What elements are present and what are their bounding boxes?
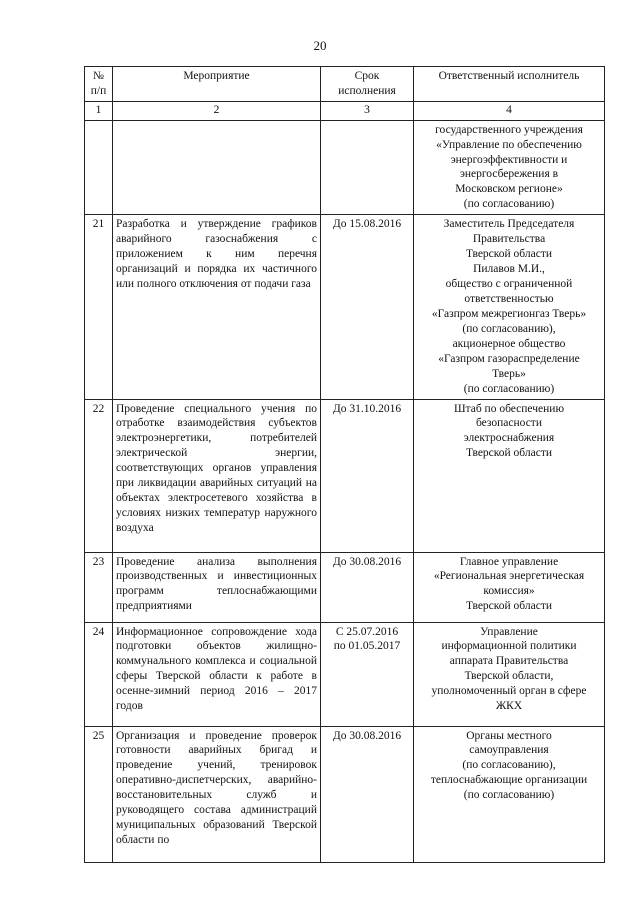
table-row: [85, 552, 605, 622]
measures-table: [84, 66, 605, 863]
row-number: 23: [85, 552, 113, 622]
row-event: Проведение специального учения по отработке взаимодействия субъектов электроэнергетики, потребителей электрической энергии, соответствующих органов управления при ликвидации аварийных ситуаций на объектах электросетевого хозяйства в условиях низких температур наружного воздуха: [113, 399, 321, 552]
row-event: Проведение анализа выполнения производственных и инвестиционных программ теплоснабжающими предприятиями: [113, 552, 321, 622]
row-responsible: Главное управление «Региональная энергетическая комиссия» Тверской области: [414, 552, 605, 622]
row-term: С 25.07.2016 по 01.05.2017: [321, 622, 414, 726]
row-event: Разработка и утверждение графиков аварийного газоснабжения с приложением к ним перечня организаций и порядка их частичного или полного отключения от подачи газа: [113, 215, 321, 399]
header-number: № п/п: [85, 67, 113, 102]
index-cell: 2: [113, 101, 321, 120]
table-row: [85, 120, 605, 215]
row-term: До 30.08.2016: [321, 726, 414, 862]
table-row: [85, 215, 605, 399]
index-cell: 4: [414, 101, 605, 120]
table-row: [85, 622, 605, 726]
row-responsible: Управление информационной политики аппарата Правительства Тверской области, уполномоченный орган в сфере ЖКХ: [414, 622, 605, 726]
table-header-row: [85, 67, 605, 102]
table-row: [85, 399, 605, 552]
header-event: Мероприятие: [113, 67, 321, 102]
row-term: До 30.08.2016: [321, 552, 414, 622]
index-cell: 1: [85, 101, 113, 120]
row-number: 22: [85, 399, 113, 552]
row-event: Организация и проведение проверок готовности аварийных бригад и проведение учений, тренировок оперативно-диспетчерских, аварийно-восстановительных служб и руководящего состава администраций муниципальных образований Тверской области по: [113, 726, 321, 862]
row-number: 24: [85, 622, 113, 726]
row-responsible: Штаб по обеспечению безопасности электроснабжения Тверской области: [414, 399, 605, 552]
row-responsible: Органы местного самоуправления (по согласованию), теплоснабжающие организации (по согласованию): [414, 726, 605, 862]
row-term: До 15.08.2016: [321, 215, 414, 399]
row-responsible: Заместитель Председателя Правительства Тверской области Пилавов М.И., общество с ограниченной ответственностью «Газпром межрегионгаз Тверь» (по согласованию), акционерное общество «Газпром газораспределение Тверь» (по согласованию): [414, 215, 605, 399]
row-term: [321, 120, 414, 215]
row-number: 25: [85, 726, 113, 862]
row-responsible: государственного учреждения «Управление по обеспечению энергоэффективности и энергосбережения в Московском регионе» (по согласованию): [414, 120, 605, 215]
page-number: 20: [313, 38, 327, 53]
index-cell: 3: [321, 101, 414, 120]
row-number: [85, 120, 113, 215]
table-row: [85, 726, 605, 862]
row-event: [113, 120, 321, 215]
header-term: Срок исполнения: [321, 67, 414, 102]
row-number: 21: [85, 215, 113, 399]
row-event: Информационное сопровождение хода подготовки объектов жилищно-коммунального комплекса и социальной сферы Тверской области к работе в осенне-зимний период 2016 – 2017 годов: [113, 622, 321, 726]
header-responsible: Ответственный исполнитель: [414, 67, 605, 102]
table-index-row: [85, 101, 605, 120]
row-term: До 31.10.2016: [321, 399, 414, 552]
